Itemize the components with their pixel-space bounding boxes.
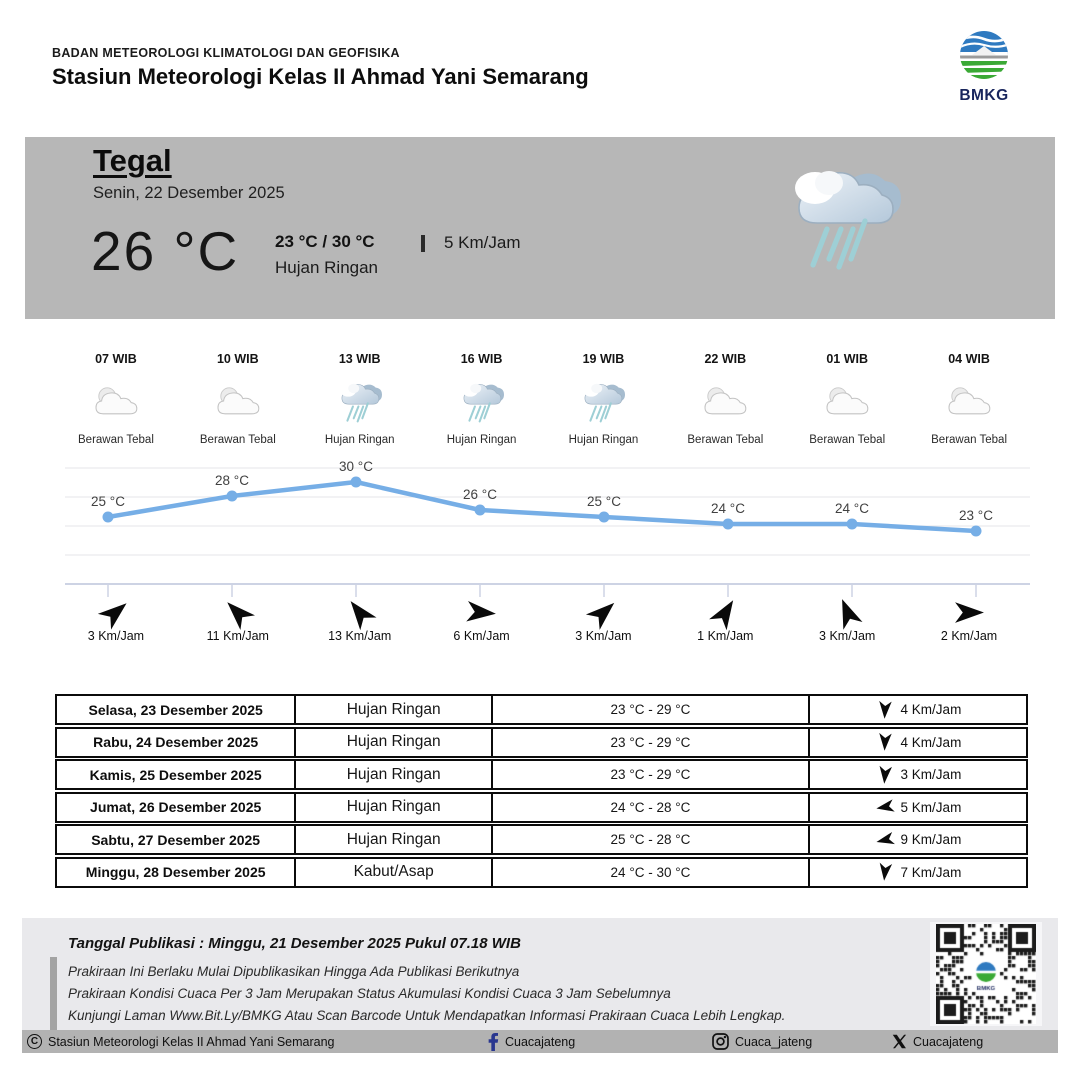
table-day: Sabtu, 27 Desember 2025 (57, 826, 296, 853)
svg-text:28 °C: 28 °C (215, 473, 249, 488)
table-row (55, 727, 1028, 758)
wind-item (55, 600, 177, 643)
hourly-item (55, 352, 177, 446)
table-wind (810, 729, 1026, 756)
wind-direction-arrow-icon (876, 732, 893, 753)
agency-name: BADAN METEOROLOGI KLIMATOLOGI DAN GEOFISIKA (52, 46, 400, 60)
table-wind-speed: 9 Km/Jam (900, 832, 962, 847)
wind-item (908, 600, 1030, 643)
table-wind-speed: 5 Km/Jam (900, 799, 962, 815)
wind-row (55, 600, 1030, 643)
table-condition: Hujan Ringan (296, 729, 493, 756)
x-handle: Cuacajateng (913, 1034, 984, 1049)
svg-text:25 °C: 25 °C (587, 494, 621, 509)
hujan-ringan-icon (458, 379, 506, 423)
hourly-item (908, 352, 1030, 446)
table-temp-range: 23 °C - 29 °C (493, 696, 810, 723)
copyright (27, 1030, 335, 1053)
table-day: Jumat, 26 Desember 2025 (57, 794, 296, 821)
wind-direction-arrow-icon (953, 600, 986, 625)
hour-time: 22 WIB (704, 352, 747, 366)
hour-time: 13 WIB (338, 352, 381, 366)
wind-speed: 6 Km/Jam (453, 629, 510, 643)
wind-item (786, 600, 908, 643)
table-row (55, 792, 1028, 823)
table-wind (810, 761, 1026, 788)
bmkg-logo (952, 28, 1016, 108)
wind-direction-arrow-icon (876, 699, 893, 720)
table-condition: Hujan Ringan (296, 794, 493, 821)
table-wind-speed: 7 Km/Jam (900, 864, 962, 880)
table-day: Minggu, 28 Desember 2025 (57, 859, 296, 886)
hourly-row (55, 352, 1030, 446)
hour-time: 19 WIB (582, 352, 625, 366)
svg-text:BMKG: BMKG (959, 87, 1009, 104)
hour-condition: Berawan Tebal (78, 434, 154, 446)
current-condition: Hujan Ringan (275, 258, 379, 277)
footer-note: Prakiraan Ini Berlaku Mulai Dipublikasikan Hingga Ada Publikasi Berikutnya (68, 964, 520, 979)
footer-note: Kunjungi Laman Www.Bit.Ly/BMKG Atau Scan Barcode Untuk Mendapatkan Informasi Prakiraan Cuaca Lebih Lengkap. (68, 1007, 786, 1023)
wind-direction-arrow-icon (876, 764, 894, 785)
hour-condition: Hujan Ringan (446, 434, 517, 446)
footer-notes (68, 961, 785, 1027)
table-condition: Kabut/Asap (296, 859, 493, 886)
wind-speed: 2 Km/Jam (940, 629, 998, 643)
footer-panel (22, 918, 1058, 1030)
wind-direction-arrow-icon (873, 829, 896, 849)
wind-speed: 13 Km/Jam (328, 629, 392, 643)
instagram-link[interactable] (712, 1030, 812, 1053)
berawan-tebal-icon (214, 379, 262, 423)
table-wind-speed: 3 Km/Jam (900, 767, 962, 782)
table-temp-range: 25 °C - 28 °C (493, 826, 810, 853)
table-day: Rabu, 24 Desember 2025 (57, 729, 296, 756)
hourly-item (177, 352, 299, 446)
wind-direction-arrow-icon (876, 861, 894, 883)
instagram-icon (712, 1033, 729, 1050)
table-temp-range: 23 °C - 29 °C (493, 761, 810, 788)
svg-text:24 °C: 24 °C (835, 501, 869, 516)
publication-date: Tanggal Publikasi : Minggu, 21 Desember 2025 Pukul 07.18 WIB (68, 935, 521, 952)
hour-time: 07 WIB (95, 352, 137, 366)
x-icon (892, 1034, 907, 1049)
svg-text:23 °C: 23 °C (959, 508, 993, 523)
hourly-item (543, 352, 665, 446)
wind-speed: 3 Km/Jam (575, 629, 632, 643)
table-wind (810, 826, 1026, 853)
wind-item (543, 600, 665, 643)
copyright-icon: C (27, 1034, 42, 1049)
berawan-tebal-icon (92, 379, 140, 423)
temperature-line-chart (45, 453, 1040, 605)
current-weather-panel (25, 137, 1055, 319)
table-temp-range: 24 °C - 30 °C (493, 859, 810, 886)
hour-time: 01 WIB (826, 352, 869, 366)
wind-speed: 1 Km/Jam (697, 629, 754, 643)
table-day: Selasa, 23 Desember 2025 (57, 696, 296, 723)
qr-code (930, 922, 1042, 1026)
x-link[interactable] (892, 1030, 983, 1053)
wind-item (177, 600, 299, 643)
hourly-item (299, 352, 421, 446)
wind-item (421, 600, 543, 643)
berawan-tebal-icon (945, 379, 993, 423)
facebook-handle: Cuacajateng (505, 1034, 576, 1049)
table-wind (810, 696, 1026, 723)
table-wind-speed: 4 Km/Jam (900, 702, 962, 717)
facebook-icon (488, 1033, 499, 1051)
table-temp-range: 24 °C - 28 °C (493, 794, 810, 821)
hour-condition: Berawan Tebal (809, 434, 886, 446)
table-row (55, 824, 1028, 855)
table-row (55, 857, 1028, 888)
wind-direction-arrow-icon (464, 599, 499, 627)
wind-speed: 3 Km/Jam (87, 629, 145, 643)
hour-condition: Hujan Ringan (324, 434, 395, 446)
hujan-ringan-icon (579, 379, 627, 423)
temperature-range: 23 °C / 30 °C (275, 232, 375, 251)
table-wind (810, 794, 1026, 821)
table-condition: Hujan Ringan (296, 826, 493, 853)
table-condition: Hujan Ringan (296, 761, 493, 788)
wind-speed: 3 Km/Jam (819, 629, 876, 643)
footer-note: Prakiraan Kondisi Cuaca Per 3 Jam Merupakan Status Akumulasi Kondisi Cuaca 3 Jam Sebelumnya (68, 985, 671, 1001)
table-row (55, 759, 1028, 790)
current-wind-speed: 5 Km/Jam (444, 233, 521, 252)
current-temperature: 26 °C (91, 220, 240, 282)
table-row (55, 694, 1028, 725)
hourly-item (664, 352, 786, 446)
station-name: Stasiun Meteorologi Kelas II Ahmad Yani Semarang (52, 64, 589, 89)
table-temp-range: 23 °C - 29 °C (493, 729, 810, 756)
wind-speed: 11 Km/Jam (206, 629, 269, 643)
svg-text:26 °C: 26 °C (463, 487, 497, 502)
footer-accent-bar (50, 957, 57, 1030)
wind-item (664, 600, 786, 643)
berawan-tebal-icon (823, 379, 871, 423)
wind-item (299, 600, 421, 643)
hour-condition: Hujan Ringan (568, 434, 639, 446)
hour-time: 16 WIB (460, 352, 503, 366)
hour-condition: Berawan Tebal (199, 434, 276, 446)
forecast-date: Senin, 22 Desember 2025 (93, 184, 285, 202)
hujan-ringan-icon (336, 379, 384, 423)
header (52, 46, 589, 90)
divider (421, 235, 425, 252)
svg-text:30 °C: 30 °C (339, 459, 373, 474)
instagram-handle: Cuaca_jateng (735, 1034, 813, 1049)
facebook-link[interactable] (488, 1030, 575, 1053)
hourly-item (421, 352, 543, 446)
hourly-item (786, 352, 908, 446)
table-day: Kamis, 25 Desember 2025 (57, 761, 296, 788)
svg-text:24 °C: 24 °C (711, 501, 745, 516)
berawan-tebal-icon (701, 379, 749, 423)
rain-cloud-icon (770, 159, 920, 271)
hour-condition: Berawan Tebal (687, 434, 764, 446)
table-wind-speed: 4 Km/Jam (900, 734, 962, 750)
hour-condition: Berawan Tebal (931, 434, 1007, 446)
copyright-text: Stasiun Meteorologi Kelas II Ahmad Yani Semarang (48, 1034, 335, 1049)
weekly-forecast-table (55, 694, 1028, 889)
table-condition: Hujan Ringan (296, 696, 493, 723)
social-bar (22, 1030, 1058, 1053)
hour-time: 04 WIB (948, 352, 990, 366)
svg-text:25 °C: 25 °C (91, 494, 125, 509)
hour-time: 10 WIB (216, 352, 259, 366)
wind-direction-arrow-icon (873, 797, 895, 816)
city-name: Tegal (93, 143, 172, 178)
table-wind (810, 859, 1026, 886)
